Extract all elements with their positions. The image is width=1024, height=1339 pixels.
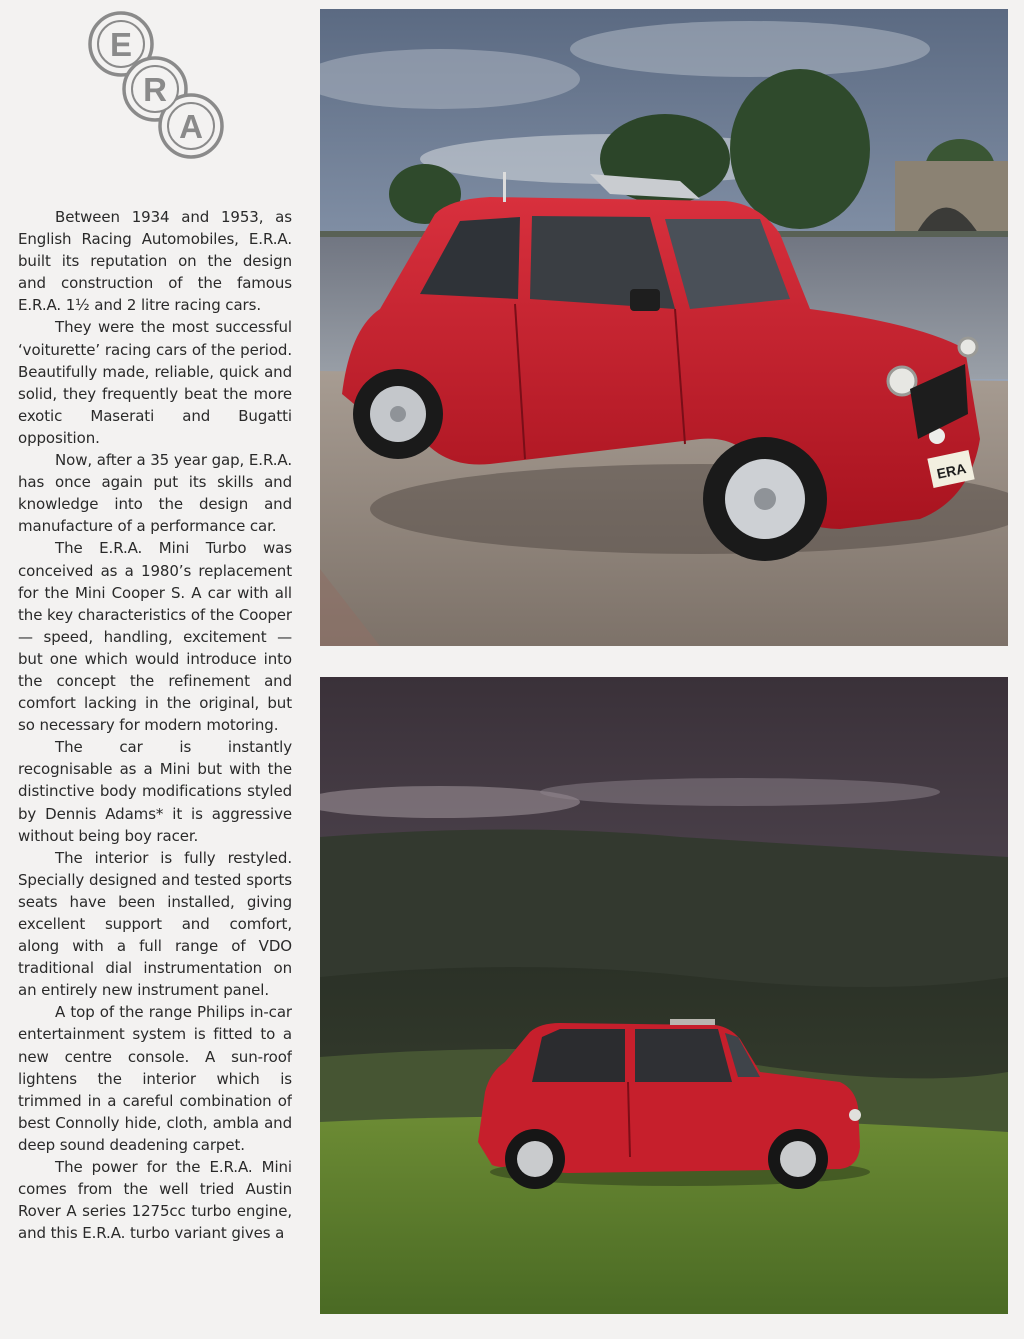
article-paragraph: The interior is fully restyled. Specially designed and tested sports seats have been installed, giving excellent support and comfort, along with a full range of VDO traditional dial instrumentation on an entirely new instrument panel.: [18, 848, 292, 1000]
article-paragraph: Between 1934 and 1953, as English Racing Automobiles, E.R.A. built its reputation on the design and construction of the famous E.R.A. 1½ and 2 litre racing cars.: [18, 208, 292, 315]
article-body: [18, 206, 292, 1328]
article-paragraph: They were the most successful ‘voiturette’ racing cars of the period. Beautifully made, reliable, quick and solid, they frequently beat the more exotic Maserati and Bugatti opposition.: [18, 318, 292, 447]
photo-riverside-illustration: [320, 9, 1008, 646]
article-paragraph: Now, after a 35 year gap, E.R.A. has once again put its skills and knowledge into the design and manufacture of a performance car.: [18, 451, 292, 536]
photo-mini-hillside: [320, 677, 1008, 1314]
logo-letter-r: R: [143, 71, 167, 108]
article-paragraph: The power for the E.R.A. Mini comes from the well tried Austin Rover A series 1275cc turbo engine, and this E.R.A. turbo variant gives a: [18, 1158, 292, 1243]
article-paragraph: The car is instantly recognisable as a Mini but with the distinctive body modifications styled by Dennis Adams* it is aggressive without being boy racer.: [18, 738, 292, 845]
era-logo: [88, 8, 230, 166]
photo-hillside-illustration: [320, 677, 1008, 1314]
logo-letter-a: A: [179, 108, 203, 145]
article-paragraph: A top of the range Philips in-car entertainment system is fitted to a new centre console. A sun-roof lightens the interior which is trimmed in a careful combination of best Connolly hide, cloth, ambla and deep sound deadening carpet.: [18, 1003, 292, 1154]
era-logo-graphic: [88, 8, 230, 166]
number-plate-text: ERA: [935, 460, 968, 482]
logo-letter-e: E: [109, 26, 133, 63]
article-paragraph: The E.R.A. Mini Turbo was conceived as a 1980’s replacement for the Mini Cooper S. A car with all the key characteristics of the Cooper — speed, handling, excitement — but one which would introduce into the concept the refinement and comfort lacking in the original, but so necessary for modern motoring.: [18, 539, 292, 735]
photo-mini-riverside: [320, 9, 1008, 646]
